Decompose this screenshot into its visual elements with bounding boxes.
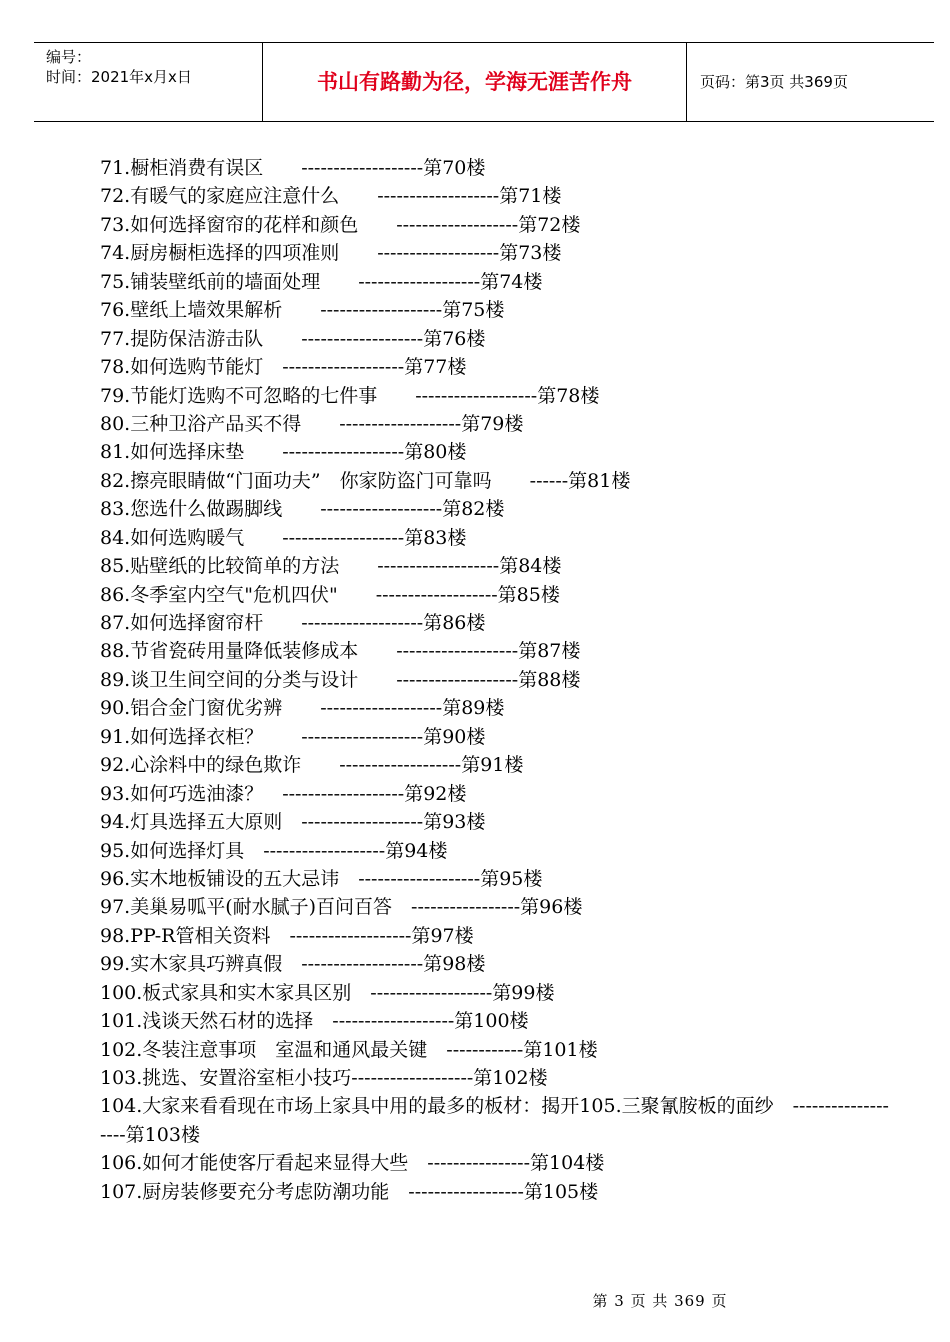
document-time-label: 时间：2021年x月x日: [46, 68, 192, 86]
toc-entry: 84.如何选购暖气 -------------------第83楼: [100, 526, 467, 549]
toc-entry: 98.PP-R管相关资料 -------------------第97楼: [100, 924, 474, 947]
toc-entry: 107.厨房装修要充分考虑防潮功能 ------------------第105楼: [100, 1180, 599, 1203]
toc-entry: 86.冬季室内空气"危机四伏" -------------------第85楼: [100, 583, 560, 606]
header-motto: 书山有路勤为径，学海无涯苦作舟: [317, 70, 632, 94]
toc-entry: 83.您选什么做踢脚线 -------------------第82楼: [100, 498, 505, 521]
toc-entry: 75.铺装壁纸前的墙面处理 -------------------第74楼: [100, 270, 543, 293]
toc-entry: 81.如何选择床垫 -------------------第80楼: [100, 441, 467, 464]
toc-entry: 78.如何选购节能灯 -------------------第77楼: [100, 356, 467, 379]
toc-entry: 93.如何巧选油漆？ -------------------第92楼: [100, 782, 467, 805]
toc-entry: 99.实木家具巧辨真假 -------------------第98楼: [100, 953, 486, 976]
toc-entry: 87.如何选择窗帘杆 -------------------第86楼: [100, 612, 486, 634]
toc-entry: 88.节省瓷砖用量降低装修成本 -------------------第87楼: [100, 640, 581, 663]
toc-entry: 95.如何选择灯具 -------------------第94楼: [100, 839, 448, 862]
toc-entry: 82.擦亮眼睛做“门面功夫” 你家防盗门可靠吗 ------第81楼: [100, 469, 631, 492]
toc-entry: 94.灯具选择五大原则 -------------------第93楼: [100, 811, 486, 834]
toc-entry: 92.心涂料中的绿色欺诈 -------------------第91楼: [100, 754, 524, 777]
toc-entry: 90.铝合金门窗优劣辨 -------------------第89楼: [100, 697, 505, 720]
toc-entry: 104.大家来看看现在市场上家具中用的最多的板材：揭开105.三聚氰胺板的面纱 -------------------第103楼: [100, 1095, 889, 1146]
toc-entry: 85.贴壁纸的比较简单的方法 -------------------第84楼: [100, 555, 562, 578]
toc-entry: 96.实木地板铺设的五大忌讳 -------------------第95楼: [100, 867, 543, 890]
document-number-label: 编号：: [46, 48, 92, 66]
toc-entry: 106.如何才能使客厅看起来显得大些 ----------------第104楼: [100, 1152, 605, 1175]
toc-entry: 102.冬装注意事项 室温和通风最关键 ------------第101楼: [100, 1038, 598, 1061]
header-meta: [46, 47, 276, 87]
toc-entry: 71.橱柜消费有误区 -------------------第70楼: [100, 157, 486, 179]
toc-entry: 77.提防保洁游击队 -------------------第76楼: [100, 327, 486, 350]
toc-entry: 72.有暖气的家庭应注意什么 -------------------第71楼: [100, 185, 562, 208]
toc-entry: 79.节能灯选购不可忽略的七件事 -------------------第78楼: [100, 384, 600, 407]
toc-entry: 74.厨房橱柜选择的四项准则 -------------------第73楼: [100, 242, 562, 265]
header-page-label: 页码：第3页 共369页: [700, 73, 848, 91]
toc-entry: 97.美巢易呱平(耐水腻子)百问百答 -----------------第96楼: [100, 896, 583, 919]
toc-entry: 76.壁纸上墙效果解析 -------------------第75楼: [100, 299, 505, 322]
toc-entry: 103.挑选、安置浴室柜小技巧-------------------第102楼: [100, 1067, 548, 1089]
toc-entry: 101.浅谈天然石材的选择 -------------------第100楼: [100, 1010, 529, 1033]
header-divider: [686, 43, 687, 121]
toc-entry: 73.如何选择窗帘的花样和颜色 -------------------第72楼: [100, 213, 581, 236]
toc-entry: 80.三种卫浴产品买不得 -------------------第79楼: [100, 412, 524, 435]
toc-entry: 91.如何选择衣柜？ -------------------第90楼: [100, 725, 486, 748]
page-header: [34, 42, 934, 122]
page-footer: 第 3 页 共 369 页: [592, 1292, 728, 1310]
toc-entry: 100.板式家具和实木家具区别 -------------------第99楼: [100, 981, 555, 1004]
toc-entry: 89.谈卫生间空间的分类与设计 -------------------第88楼: [100, 668, 581, 691]
table-of-contents: [100, 154, 890, 1206]
